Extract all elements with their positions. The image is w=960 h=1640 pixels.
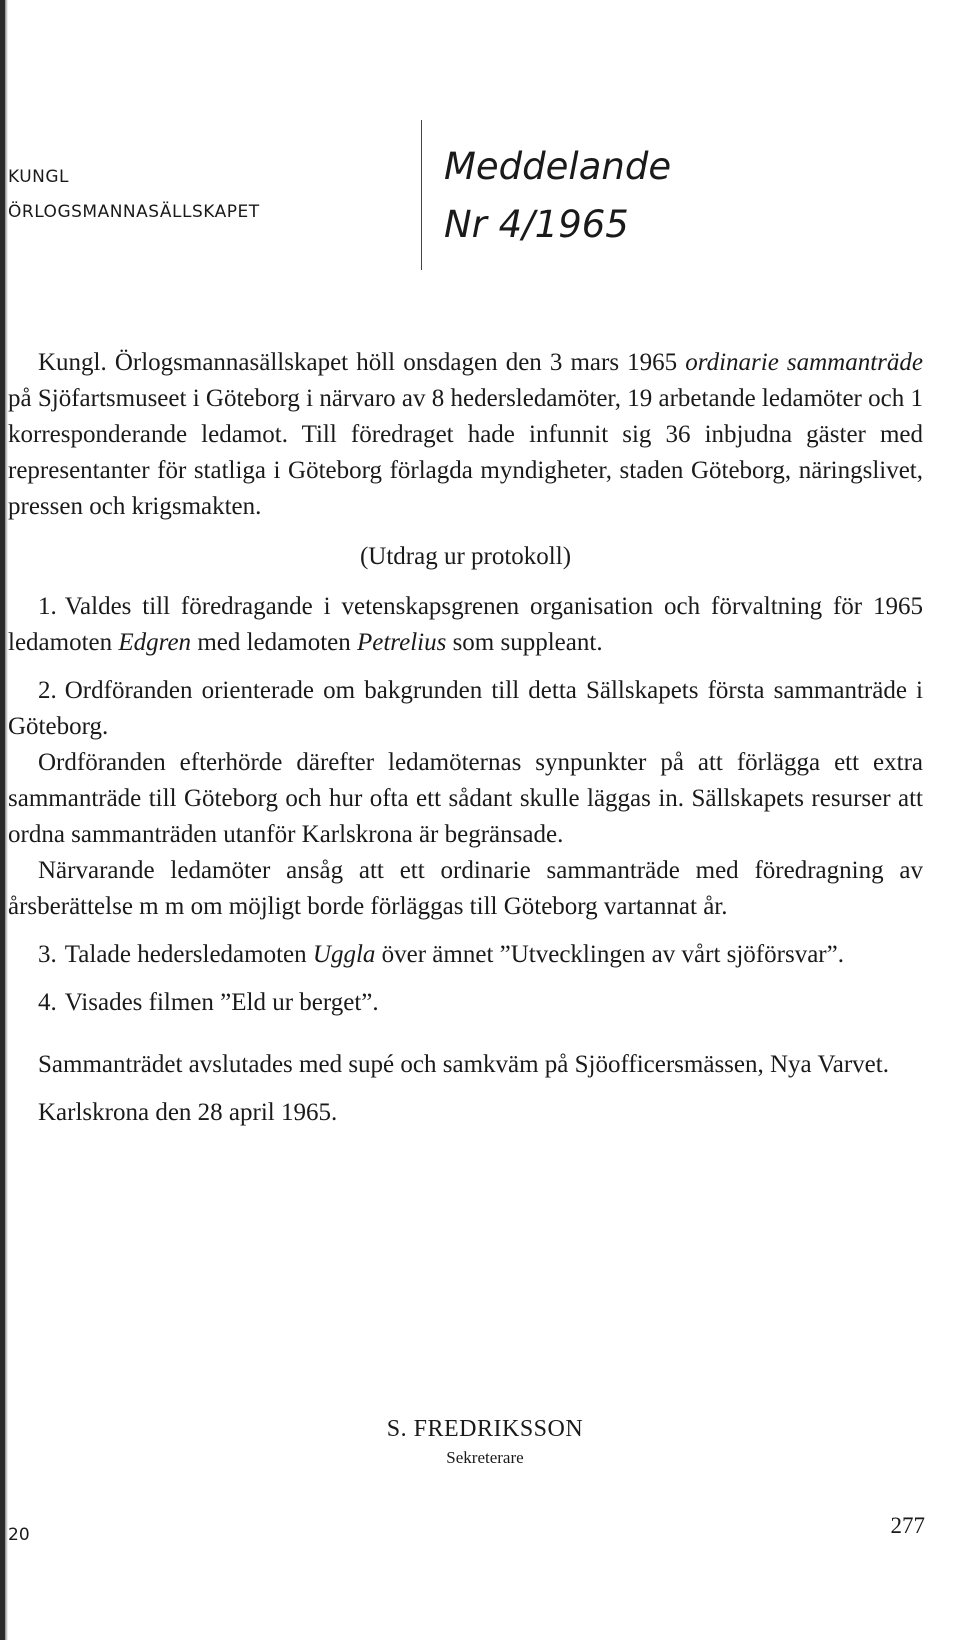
item-2-text: Ordföranden orienterade om bakgrunden till detta Sällskapets första sammanträde i Göteborg.: [8, 677, 923, 740]
item-3-number: 3.: [38, 941, 57, 968]
item-1-name-1: Edgren: [118, 629, 192, 656]
society-line-1: KUNGL: [8, 167, 69, 187]
folio-left: 20: [8, 1525, 30, 1545]
intro-text-1: Kungl. Örlogsmannasällskapet höll onsdagen den 3 mars 1965: [38, 349, 686, 376]
item-2: [8, 673, 923, 745]
publication-name: Meddelande: [444, 145, 672, 188]
item-1-text-3: som suppleant.: [446, 629, 603, 656]
society-name: [8, 160, 260, 230]
closing-paragraph: Sammanträdet avslutades med supé och samkväm på Sjöofficersmässen, Nya Varvet.: [38, 1051, 889, 1078]
intro-paragraph: [8, 345, 923, 525]
item-1-text-1: Valdes till föredragande i vetenskapsgrenen organisation och förvaltning för 1965 ledamoten: [8, 593, 923, 656]
item-4-text: Visades filmen ”Eld ur berget”.: [64, 989, 379, 1016]
item-3: [8, 937, 923, 973]
page-number: 277: [890, 1513, 925, 1538]
signatory-title: Sekreterare: [446, 1448, 524, 1467]
publication-title: [444, 138, 671, 254]
item-3-text-2: över ämnet ”Utvecklingen av vårt sjöförsvar”.: [375, 941, 844, 968]
signatory-name: S. FREDRIKSSON: [386, 1416, 584, 1442]
issue-number: Nr 4/1965: [444, 203, 629, 246]
item-2-paragraph-3: Närvarande ledamöter ansåg att ett ordinarie sammanträde med föredragning av årsberättelse m m om möjligt borde förläggas till Göteborg vartannat år.: [8, 857, 923, 920]
masthead: [0, 120, 960, 280]
item-1-text-2: med ledamoten: [191, 629, 357, 656]
document-body: [8, 345, 923, 1131]
place-and-date: Karlskrona den 28 april 1965.: [38, 1099, 338, 1126]
item-1-name-2: Petrelius: [356, 629, 447, 656]
item-3-name: Uggla: [312, 941, 376, 968]
protocol-subheading: (Utdrag ur protokoll): [359, 543, 572, 570]
masthead-divider: [421, 120, 422, 270]
item-4-number: 4.: [38, 989, 57, 1016]
item-2-number: 2.: [38, 677, 57, 704]
intro-text-2: på Sjöfartsmuseet i Göteborg i närvaro av 8 hedersledamöter, 19 arbetande ledamöter och 1 korresponderande ledamot. Till föredraget hade infunnit sig 36 inbjudna gäster med representanter för statliga i Göteborg förlagda myndigheter, staden Göteborg, näringslivet, pressen och krigsmakten.: [8, 385, 923, 520]
item-1-number: 1.: [38, 593, 57, 620]
signature-block: [0, 1413, 960, 1471]
item-4: [8, 985, 923, 1021]
intro-italic-phrase: ordinarie sammanträde: [685, 349, 923, 376]
item-1: [8, 589, 923, 661]
item-2-paragraph-2: Ordföranden efterhörde därefter ledamöternas synpunkter på att förlägga ett extra sammanträde till Göteborg och hur ofta ett sådant skulle läggas in. Sällskapets resurser att ordna sammanträden utanför Karlskrona är begränsade.: [8, 749, 923, 848]
society-line-2: ÖRLOGSMANNASÄLLSKAPET: [8, 202, 260, 222]
item-3-text-1: Talade hedersledamoten: [64, 941, 313, 968]
